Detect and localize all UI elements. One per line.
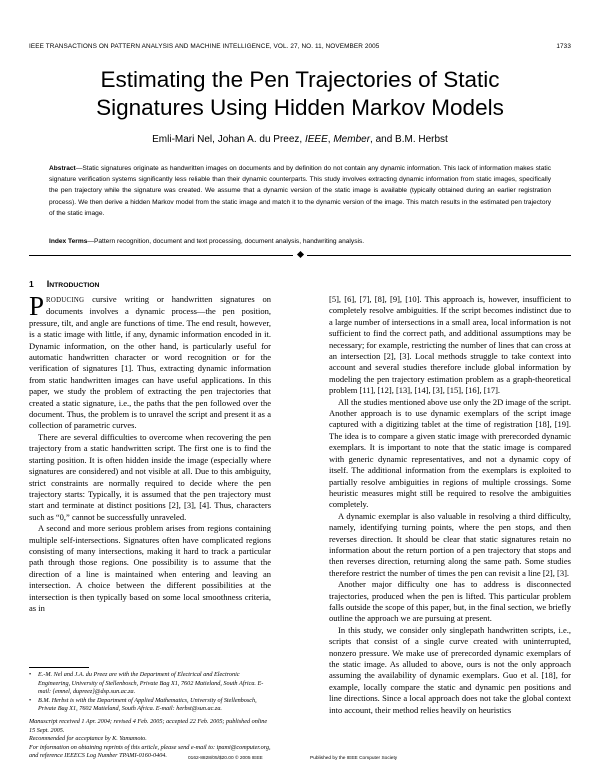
paper-title <box>0 66 600 122</box>
abstract-label: Abstract <box>49 165 76 172</box>
left-column <box>29 291 271 614</box>
paragraph: All the studies mentioned above use only the 2D image of the script. Another approach is to use dynamic exemplars of the script image captured with a digitizing tablet at the time of registration [18], [19]. The idea is to compare a given static image with prerecorded dynamic exemplars. It is important to note that the static image is compared with generic dynamic representatives, and not a dynamic copy of itself. The additional information from the exemplars is exploited to partially resolve ambiguities in regions of multiple crossings. Some heuristic measures might still be required to resolve the ambiguities completely. <box>329 396 571 510</box>
paragraph: In this study, we consider only singlepath handwritten scripts, i.e., scripts that consist of a single curve created with uninterrupted, nonzero pressure. We make use of prerecorded dynamic exemplars of the static image. As alluded to above, ours is not the only approach assuming the availability of dynamic exemplars. Guo et al. [18], for example, locally compare the static and dynamic pen positions and line directions. Since a local approach does not take the global context into account, their method relies heavily on heuristics <box>329 624 571 715</box>
section-title-rest: NTRODUCTION <box>49 282 100 289</box>
bullet-icon: • <box>29 696 32 704</box>
footnote-text: B.M. Herbst is with the Department of Applied Mathematics, University of Stellenbosch, Private Bag X1, 7602 Matieland, South Africa. E-mail: herbst@sun.ac.za. <box>38 696 257 713</box>
footnotes <box>29 671 271 761</box>
paragraph-text: cursive writing or handwritten signatures on documents involves a dynamic process—the pen position, pressure, tilt, and angle are functions of time. The end result, however, is a static image with little, if any, dynamic information encoded in it. Dynamic information, on the other hand, is particularly useful for automatic handwritten character or word recognition or for the verification of signatures [1]. Thus, extracting dynamic information from static handwritten images can have useful applications. In this paper, we study the problem of extracting the pen trajectories that created a static signature, i.e., the paths that the pen followed over the document. Thus, the problem is to unravel the script and present it as a collection of parametric curves. <box>29 294 271 431</box>
author-ieee: IEEE <box>304 134 328 145</box>
paragraph: A second and more serious problem arises from regions containing multiple self-intersections. Signatures often have complicated regions consisting of many intersections, making it hard to track a particular path through those regions. One possibility is to assume that the direction of a line is maintained when entering and leaving an intersection. A choice between the different possibilities at the intersection is then typically based on some local smoothness criteria, as in <box>29 523 271 613</box>
footnote <box>29 697 271 714</box>
abstract-text: —Static signatures originate as handwritten images on documents and by definition do not contain any dynamic information. This lack of information makes static signature verification systems significantly less reliable than their dynamic counterparts. This study involves extracting dynamic information from static images, specifically the pen trajectory while the signature was created. We assume that a dynamic version of the static image is available (typically obtained during an earlier registration process). We then derive a hidden Markov model from the static image and match it to the dynamic version of the image. This match results in the estimated pen trajectory of the static image. <box>49 165 551 217</box>
footnote <box>29 671 271 697</box>
paragraph: A dynamic exemplar is also valuable in resolving a third difficulty, namely, identifying turning points, where the pen stops, and then reverses direction. It should be clear that static signatures retain no information about the return portion of a pen trajectory that stops and then reverses direction, returning along the same path. Some studies therefore restrict the number of times the pen can revisit a line [2], [3]. <box>329 510 571 578</box>
reprint-info: For information on obtaining reprints of this article, please send e-mail to: tpami@computer.org, and reference IEEECS Log Number TPAMI-0160-0404. <box>29 743 271 760</box>
drop-cap: P <box>29 291 45 321</box>
copyright-footer: 0162-8828/05/$20.00 © 2005 IEEE <box>188 756 263 761</box>
bullet-icon: • <box>29 671 32 678</box>
paragraph: Another major difficulty one has to address is disconnected trajectories, produced when the pen is lifted. This particular problem falls outside the scope of this paper, but, in the final section, we briefly outline the approach we are pursuing at present. <box>329 579 571 624</box>
section-title-cap: I <box>46 279 50 289</box>
journal-header: IEEE TRANSACTIONS ON PATTERN ANALYSIS AND MACHINE INTELLIGENCE, VOL. 27, NO. 11, NOVEMBER 2005 <box>29 43 380 50</box>
author-member: Member <box>333 134 371 145</box>
index-terms-label: Index Terms <box>49 238 88 245</box>
paragraph: There are several difficulties to overcome when recovering the pen trajectory from a static handwritten script. The first one is to find the starting position. It is often hidden inside the image (especially where signatures are considered) and not visible at all. Due to this ambiguity, strict constraints are normally required to decide where the pen trajectory starts: Typically, it is assumed that the pen trajectory must start and terminate at distinct positions [2], [3], [4]. Thus, characters such as “0,” cannot be successfully unraveled. <box>29 431 271 522</box>
section-number: 1 <box>29 279 34 289</box>
page-number: 1733 <box>556 43 571 50</box>
author-list: Emli-Mari Nel, Johan A. du Preez, IEEE, Member, and B.M. Herbst <box>152 134 448 145</box>
opening-smallcaps: RODUCING <box>46 297 85 304</box>
paragraph: [5], [6], [7], [8], [9], [10]. This approach is, however, insufficient to completely resolve ambiguities. If the script becomes indistinct due to a large number of intersections in a small area, local information is not sufficient to find the correct path, and additional assumptions may be necessary; for example, restricting the number of lines that can cross at an intersection [2], [3]. Local methods struggle to take context into account and several studies therefore include global information by modeling the pen trajectory estimation problem as a graph-theoretical problem [11], [12], [13], [14], [3], [15], [16], [17]. <box>329 294 571 396</box>
index-terms-text: —Pattern recognition, document and text processing, document analysis, handwriting analysis. <box>87 238 365 245</box>
right-column <box>329 294 571 716</box>
section-heading <box>29 279 99 289</box>
divider-line-right <box>307 255 571 256</box>
author-names: Emli-Mari Nel, Johan A. du Preez, <box>152 134 305 145</box>
section-divider <box>0 250 600 260</box>
paragraph <box>29 291 271 432</box>
title-line-2: Signatures Using Hidden Markov Models <box>96 95 504 120</box>
manuscript-dates: Manuscript received 1 Apr. 2004; revised 4 Feb. 2005; accepted 22 Feb. 2005; published online 15 Sept. 2005. <box>29 717 268 734</box>
running-header <box>29 43 571 50</box>
title-line-1: Estimating the Pen Trajectories of Static <box>100 67 500 92</box>
publisher-footer: Published by the IEEE Computer Society <box>310 756 398 761</box>
author-last: , and B.M. Herbst <box>370 134 448 145</box>
footnote-text: E.-M. Nel and J.A. du Preez are with the Department of Electrical and Electronic Engineering, University of Stellenbosch, Private Bag X1, 7602 Matieland, South Africa. E-mail: {emnel, dupreez}@dsp.sun.ac.za. <box>38 671 264 696</box>
divider-diamond-icon <box>297 251 304 258</box>
abstract <box>49 163 551 219</box>
footnote-rule <box>29 667 89 668</box>
divider-line-left <box>29 255 293 256</box>
index-terms <box>49 237 551 247</box>
recommended-by: Recommended for acceptance by K. Yamamoto. <box>29 735 147 743</box>
